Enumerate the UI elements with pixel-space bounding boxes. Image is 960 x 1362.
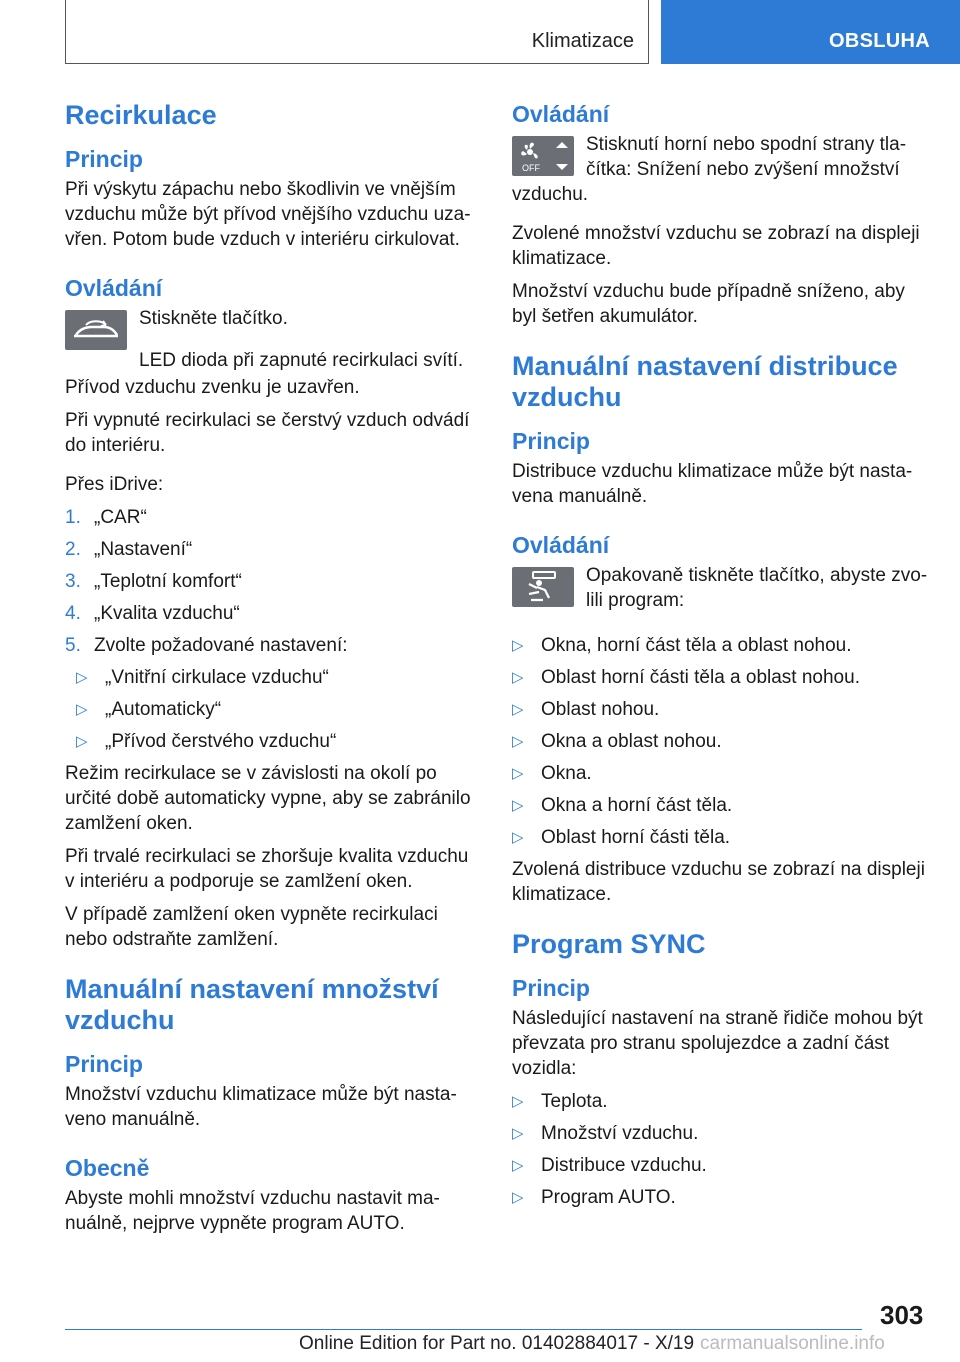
list-item: ▷ Okna a oblast nohou.	[512, 731, 722, 752]
list-item: 5. Zvolte požadované nastavení:	[65, 635, 348, 656]
idrive-label: Přes iDrive:	[65, 474, 164, 495]
edition-text: Online Edition for Part no. 01402884017 - X/19	[299, 1333, 695, 1354]
triangle-bullet-icon: ▷	[512, 701, 524, 718]
sync-list	[512, 1089, 928, 1210]
operation-heading-right: Ovládání	[512, 101, 610, 127]
list-item: ▷ Okna, horní část těla a oblast nohou.	[512, 635, 852, 656]
watermark: carmanualsonline.info	[700, 1333, 885, 1354]
list-item: 3. „Teplotní komfort“	[65, 571, 242, 592]
triangle-bullet-icon: ▷	[512, 829, 524, 846]
permanent-text: Při trvalé recirkulaci se zhoršuje kvalita vzduchu v interiéru a podporuje se zamlžení oken.	[65, 846, 469, 892]
fogging-text: V případě zamlžení oken vypněte recirkulaci nebo odstraňte zamlžení.	[65, 904, 438, 950]
distribution-button-row	[512, 563, 928, 619]
led-text-2: Přívod vzduchu zvenku je uzavřen.	[65, 377, 360, 398]
list-item: ▷ Množství vzduchu.	[512, 1123, 699, 1144]
distribution-principle-heading: Princip	[512, 428, 590, 454]
triangle-bullet-icon: ▷	[512, 669, 524, 686]
triangle-bullet-icon: ▷	[512, 797, 524, 814]
header-title: Klimatizace	[531, 30, 634, 52]
recirculation-icon	[65, 310, 127, 350]
principle-text: Při výskytu zápachu nebo škodlivin ve vnějším vzduchu může být přívod vnějšího vzduchu uzavřen. Potom bude vzduch v interiéru cirkulovat.	[65, 179, 471, 250]
list-item: ▷ „Vnitřní cirkulace vzduchu“	[76, 667, 329, 688]
principle2-heading: Princip	[65, 1051, 143, 1077]
air-distribution-icon	[512, 567, 574, 607]
air-amount-title: Manuální nastavení množství vzduchu	[65, 974, 439, 1035]
left-column	[65, 100, 480, 1244]
sync-principle-text: Následující nastavení na straně řidiče mohou být převzata pro stranu spolujezdce a zadní část vozidla:	[512, 1008, 923, 1079]
list-item: ▷ „Automaticky“	[76, 699, 222, 720]
list-item: ▷ Oblast horní části těla a oblast nohou.	[512, 667, 860, 688]
list-item: 2. „Nastavení“	[65, 539, 193, 560]
triangle-bullet-icon: ▷	[512, 1157, 524, 1174]
list-item: ▷ Oblast nohou.	[512, 699, 660, 720]
fan-icon	[512, 136, 574, 176]
principle-heading: Princip	[65, 146, 143, 172]
triangle-bullet-icon: ▷	[512, 637, 524, 654]
list-item: ▷ Okna.	[512, 763, 592, 784]
triangle-bullet-icon: ▷	[512, 1093, 524, 1110]
fresh-air-text: Při vypnuté recirkulaci se čerstvý vzduch odvádí do interiéru.	[65, 410, 470, 456]
right-column	[512, 100, 928, 1217]
fan-text-1: Stisknutí horní nebo spodní strany tlačítka: Snížení nebo zvýšení množství	[586, 134, 907, 180]
list-item: ▷ Teplota.	[512, 1091, 608, 1112]
fan-off-label: OFF	[522, 163, 540, 173]
sync-principle-heading: Princip	[512, 975, 590, 1001]
header-box	[65, 0, 649, 64]
general-heading: Obecně	[65, 1155, 150, 1181]
distribution-display-text: Zvolená distribuce vzduchu se zobrazí na displeji klimatizace.	[512, 859, 925, 905]
air-display-text: Zvolené množství vzduchu se zobrazí na displeji klimatizace.	[512, 223, 920, 269]
settings-sublist	[65, 665, 480, 754]
triangle-bullet-icon: ▷	[76, 701, 88, 718]
battery-text: Množství vzduchu bude případně sníženo, aby byl šetřen akumulátor.	[512, 281, 905, 327]
recirculation-title: Recirkulace	[65, 100, 217, 130]
page-number: 303	[880, 1300, 924, 1330]
steps-list	[65, 505, 480, 658]
operation-heading: Ovládání	[65, 275, 163, 301]
list-item: ▷ Oblast horní části těla.	[512, 827, 731, 848]
list-item: ▷ „Přívod čerstvého vzduchu“	[76, 731, 337, 752]
principle2-text: Množství vzduchu klimatizace může být nastaveno manuálně.	[65, 1084, 457, 1130]
fan-text-2: vzduchu.	[512, 184, 589, 205]
list-item: ▷ Okna a horní část těla.	[512, 795, 733, 816]
list-item: ▷ Distribuce vzduchu.	[512, 1155, 707, 1176]
mode-text: Režim recirkulace se v závislosti na okolí po určité době automaticky vypne, aby se zabránilo zamlžení oken.	[65, 763, 471, 834]
triangle-bullet-icon: ▷	[512, 765, 524, 782]
distribution-text: Opakovaně tiskněte tlačítko, abyste zvolili program:	[586, 565, 928, 611]
triangle-bullet-icon: ▷	[76, 669, 88, 686]
header-tag: OBSLUHA	[661, 0, 960, 64]
triangle-bullet-icon: ▷	[76, 733, 88, 750]
distribution-operation-heading: Ovládání	[512, 532, 610, 558]
footer-rule	[65, 1329, 862, 1330]
list-item: ▷ Program AUTO.	[512, 1187, 676, 1208]
recirculation-button-row	[65, 306, 480, 350]
triangle-bullet-icon: ▷	[512, 1125, 524, 1142]
triangle-bullet-icon: ▷	[512, 1189, 524, 1206]
distribution-principle-text: Distribuce vzduchu klimatizace může být nastavena manuálně.	[512, 461, 913, 507]
triangle-bullet-icon: ▷	[512, 733, 524, 750]
list-item: 4. „Kvalita vzduchu“	[65, 603, 240, 624]
distribution-title: Manuální nastavení distribuce vzduchu	[512, 351, 898, 412]
sync-title: Program SYNC	[512, 929, 706, 959]
fan-button-row	[512, 132, 928, 188]
led-text-1: LED dioda při zapnuté recirkulaci svítí.	[139, 350, 464, 371]
press-button-text: Stiskněte tlačítko.	[139, 308, 288, 329]
general-text: Abyste mohli množství vzduchu nastavit manuálně, nejprve vypněte program AUTO.	[65, 1188, 440, 1234]
distribution-list	[512, 633, 928, 850]
list-item: 1. „CAR“	[65, 507, 147, 528]
